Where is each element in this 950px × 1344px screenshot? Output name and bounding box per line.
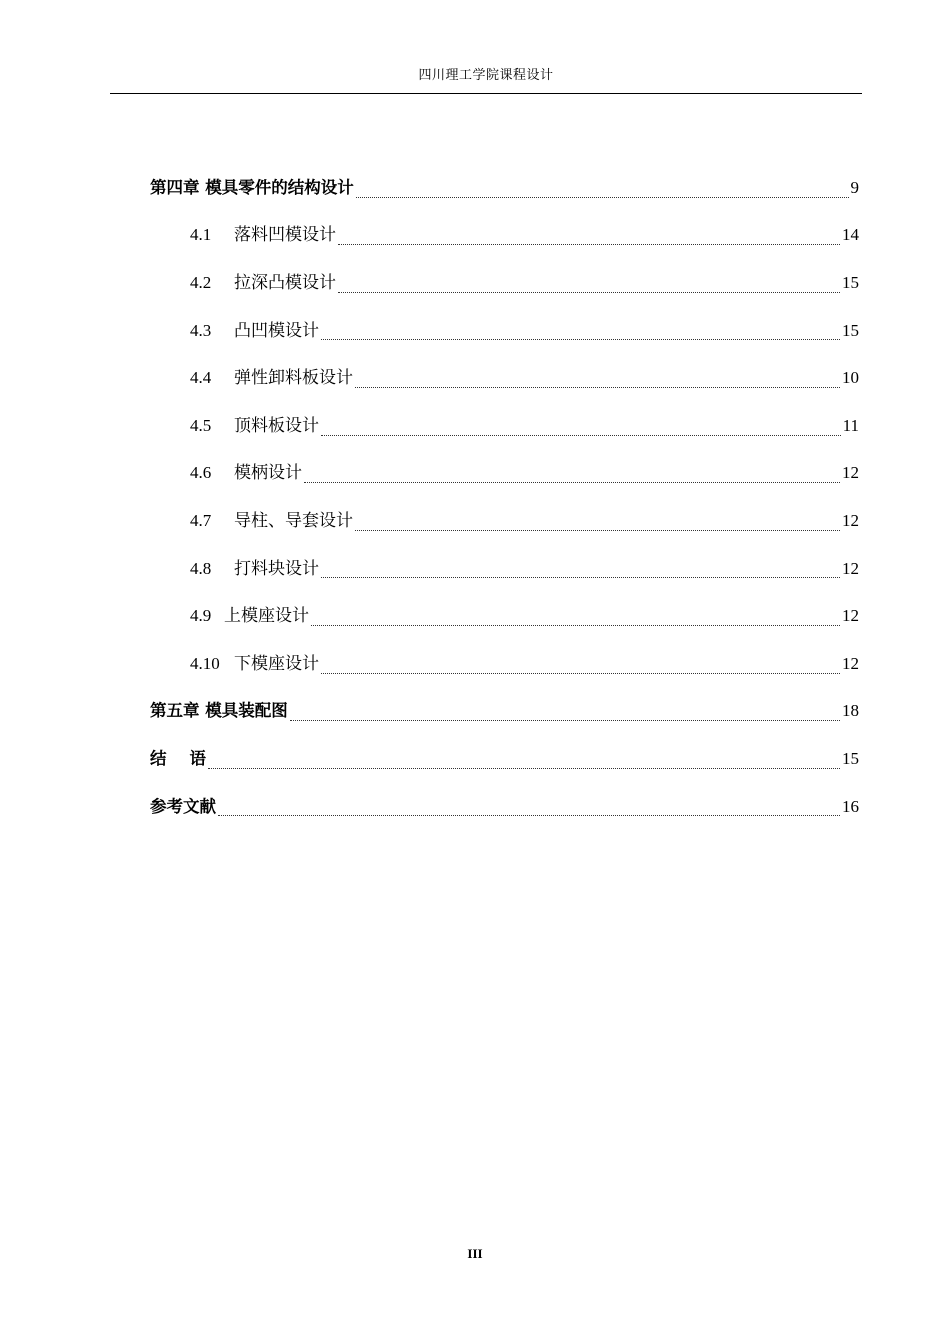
toc-dot-leader	[338, 244, 840, 245]
toc-entry-page: 15	[842, 272, 859, 292]
toc-entry-4-7[interactable]	[150, 497, 859, 545]
toc-entry-4-9[interactable]	[150, 592, 859, 640]
toc-dot-leader	[321, 435, 841, 436]
toc-entry-page: 16	[842, 796, 859, 816]
toc-dot-leader	[321, 577, 840, 578]
toc-dot-leader	[208, 768, 840, 769]
toc-entry-4-10[interactable]	[150, 640, 859, 688]
toc-dot-leader	[355, 530, 840, 531]
toc-entry-page: 15	[842, 748, 859, 768]
toc-entry-references[interactable]	[150, 783, 859, 831]
toc-entry-title: 弹性卸料板设计	[234, 368, 353, 389]
toc-dot-leader	[356, 197, 849, 198]
toc-dot-leader	[321, 339, 840, 340]
toc-entry-title: 第四章 模具零件的结构设计	[150, 177, 354, 197]
toc-entry-4-1[interactable]	[150, 212, 859, 260]
toc-entry-page: 10	[842, 368, 859, 388]
toc-entry-page: 9	[850, 177, 859, 197]
toc-entry-4-5[interactable]	[150, 402, 859, 450]
toc-dot-leader	[321, 673, 840, 674]
toc-entry-4-4[interactable]	[150, 354, 859, 402]
toc-entry-4-8[interactable]	[150, 545, 859, 593]
toc-entry-title: 落料凹模设计	[234, 225, 336, 246]
toc-entry-4-3[interactable]	[150, 307, 859, 355]
toc-entry-page: 15	[842, 320, 859, 340]
toc-entry-page: 12	[842, 510, 859, 530]
toc-dot-leader	[218, 815, 840, 816]
toc-dot-leader	[304, 482, 840, 483]
page-header	[110, 62, 862, 94]
toc-entry-page: 18	[842, 701, 859, 721]
toc-entry-page: 12	[842, 606, 859, 626]
toc-entry-conclusion[interactable]	[150, 735, 859, 783]
toc-entry-4-2[interactable]	[150, 259, 859, 307]
toc-entry-number: 4.3	[190, 320, 212, 340]
toc-entry-title: 第五章 模具装配图	[150, 701, 288, 721]
toc-entry-title: 参考文献	[150, 796, 216, 816]
toc-entry-number: 4.5	[190, 415, 212, 435]
toc-entry-number: 4.2	[190, 272, 212, 292]
toc-entry-title: 模柄设计	[234, 463, 302, 484]
toc-entry-chapter-5[interactable]	[150, 688, 859, 736]
toc-dot-leader	[355, 387, 840, 388]
toc-entry-number: 4.1	[190, 225, 212, 245]
toc-dot-leader	[290, 720, 840, 721]
toc-entry-title: 拉深凸模设计	[234, 272, 336, 293]
toc-dot-leader	[311, 625, 840, 626]
toc-dot-leader	[338, 292, 840, 293]
toc-entry-number: 4.4	[190, 368, 212, 388]
toc-entry-number: 4.7	[190, 510, 212, 530]
toc-entry-number: 4.6	[190, 463, 212, 483]
toc-entry-page: 12	[842, 463, 859, 483]
toc-entry-page: 12	[842, 558, 859, 578]
toc-entry-chapter-4[interactable]	[150, 164, 859, 212]
toc-entry-title: 打料块设计	[234, 558, 319, 579]
toc-entry-page: 14	[842, 225, 859, 245]
toc-entry-title: 顶料板设计	[234, 415, 319, 436]
toc-entry-number: 4.8	[190, 558, 212, 578]
toc-entry-number: 4.10	[190, 653, 220, 673]
page-number: III	[467, 1246, 483, 1261]
toc-entry-number: 4.9	[190, 606, 212, 626]
header-title: 四川理工学院课程设计	[418, 68, 554, 83]
toc-entry-title: 凸凹模设计	[234, 320, 319, 341]
toc-entry-title: 导柱、导套设计	[234, 510, 353, 531]
toc-entry-page: 11	[842, 415, 859, 435]
toc-entry-title: 结 语	[150, 748, 206, 768]
toc-entry-4-6[interactable]	[150, 450, 859, 498]
table-of-contents	[150, 164, 859, 830]
toc-entry-title: 上模座设计	[224, 606, 309, 627]
toc-entry-title: 下模座设计	[234, 653, 319, 674]
toc-entry-page: 12	[842, 653, 859, 673]
